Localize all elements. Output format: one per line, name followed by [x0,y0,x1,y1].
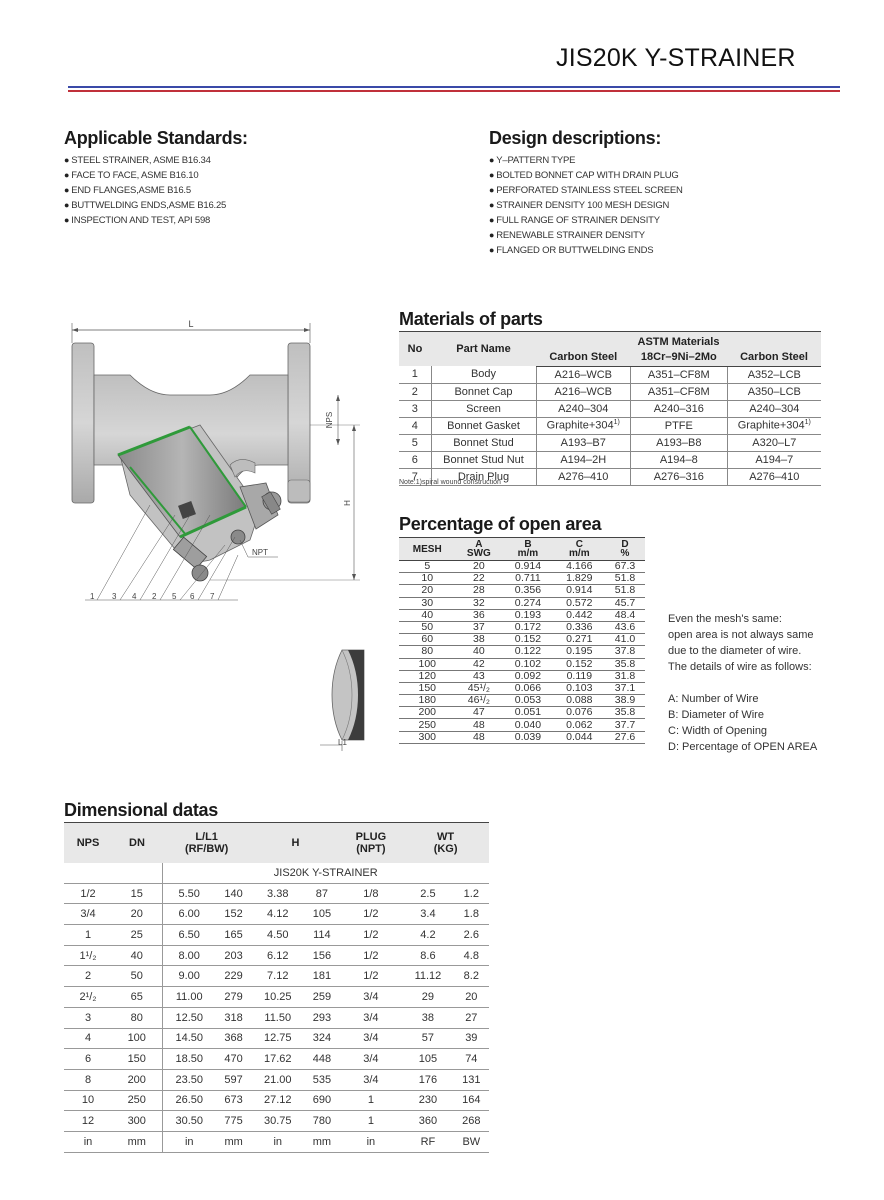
col-header-carbon-steel-2: Carbon Steel [727,349,821,366]
col-header-part: Part Name [431,332,536,367]
list-item: ● FACE TO FACE, ASME B16.10 [64,168,226,183]
open-area-table [399,537,645,744]
table-subheading: JIS20K Y-STRAINER [162,863,489,883]
dimensional-table [64,822,489,1153]
table-row: 100 42 0.102 0.152 35.8 [399,658,645,670]
list-item: ● RENEWABLE STRAINER DENSITY [489,228,683,243]
dim-label-h: H [343,500,352,506]
list-item: ● END FLANGES,ASME B16.5 [64,183,226,198]
list-item: ● FULL RANGE OF STRAINER DENSITY [489,213,683,228]
table-row: 5 20 0.914 4.166 67.3 [399,561,645,573]
list-item: ● BUTTWELDING ENDS,ASME B16.25 [64,198,226,213]
table-row: 4 Bonnet Gasket $Graphite+304^{1)}$ PTFE $Graphite+304^{1)}$ [399,417,821,434]
list-item: ● STEEL STRAINER, ASME B16.34 [64,153,226,168]
table-row: 1 25 6.50 165 4.50 114 1/2 4.2 2.6 [64,925,489,946]
table-row: 80 40 0.122 0.195 37.8 [399,646,645,658]
col-header-plug: PLUG (NPT) [340,823,403,864]
col-header: A SWG [456,538,503,561]
table-row: 10 22 0.711 1.829 51.8 [399,573,645,585]
callout-1: 1 [90,592,95,601]
table-row: 250 48 0.040 0.062 37.7 [399,719,645,731]
buttweld-end-drawing [318,645,378,755]
col-header-nps: NPS [64,823,112,864]
table-row: 200 47 0.051 0.076 35.8 [399,707,645,719]
dim-label-l: L [188,319,194,329]
table-row: 3 Screen A240–304 A240–316 A240–304 [399,400,821,417]
materials-heading: Materials of parts [399,309,543,329]
table-row: 6 150 18.50 470 17.62 448 3/4 105 74 [64,1049,489,1070]
list-item: ● FLANGED OR BUTTWELDING ENDS [489,243,683,258]
table-row: 40 36 0.193 0.442 48.4 [399,609,645,621]
callout-5: 5 [172,592,177,601]
table-row: 3/4 20 6.00 152 4.12 105 1/2 3.4 1.8 [64,904,489,925]
materials-note: Note:1)spiral wound construction [399,479,501,486]
table-row: in mm in mm in mm in RF BW [64,1131,489,1152]
col-header: MESH [399,538,456,561]
table-row: 300 48 0.039 0.044 27.6 [399,731,645,743]
open-area-heading: Percentage of open area [399,514,602,534]
table-row: 4 100 14.50 368 12.75 324 3/4 57 39 [64,1028,489,1049]
table-row: 2¹/₂ 65 11.00 279 10.25 259 3/4 29 20 [64,987,489,1008]
y-strainer-drawing [60,315,380,615]
table-row: 5 Bonnet Stud A193–B7 A193–B8 A320–L7 [399,434,821,451]
standards-list [64,153,226,228]
callout-3: 3 [112,592,117,601]
list-item: ● STRAINER DENSITY 100 MESH DESIGN [489,198,683,213]
table-row: 20 28 0.356 0.914 51.8 [399,585,645,597]
standards-heading: Applicable Standards: [64,128,248,148]
col-header-stainless: 18Cr–9Ni–2Mo [631,349,728,366]
col-header: B m/m [502,538,553,561]
col-header-carbon-steel: Carbon Steel [536,349,631,366]
table-row: 10 250 26.50 673 27.12 690 1 230 164 [64,1090,489,1111]
table-header-row [399,538,645,561]
dim-label-nps: NPS [325,411,334,429]
design-list [489,153,683,258]
header-rule-blue [68,86,840,88]
dimensional-heading: Dimensional datas [64,800,218,820]
table-row: 8 200 23.50 597 21.00 535 3/4 176 131 [64,1069,489,1090]
table-row: 150 45¹/₂ 0.066 0.103 37.1 [399,682,645,694]
col-header-astm: ASTM Materials [536,332,821,350]
table-row: 1¹/₂ 40 8.00 203 6.12 156 1/2 8.6 4.8 [64,945,489,966]
list-item: ● BOLTED BONNET CAP WITH DRAIN PLUG [489,168,683,183]
npt-label: NPT [252,548,268,557]
table-row: 30 32 0.274 0.572 45.7 [399,597,645,609]
open-area-explanation: Even the mesh's same: open area is not always same due to the diameter of wire. The details of wire as follows: A: Number of Wire B: Diameter of Wire C: Width of Opening D: Percentage of OPEN AREA [668,613,818,753]
col-header-dn: DN [112,823,162,864]
list-item: ● Y–PATTERN TYPE [489,153,683,168]
col-header-no: No [399,332,431,367]
table-row: 6 Bonnet Stud Nut A194–2H A194–8 A194–7 [399,451,821,468]
callout-4: 4 [132,592,137,601]
table-row: 120 43 0.092 0.119 31.8 [399,670,645,682]
page-title: JIS20K Y-STRAINER [556,44,796,72]
callout-2: 2 [152,592,157,601]
table-row: 7 Drain Plug A276–410 A276–316 A276–410 [399,468,821,485]
dim-label-l1: L1 [338,738,347,747]
table-row: 50 37 0.172 0.336 43.6 [399,621,645,633]
table-row: 2 50 9.00 229 7.12 181 1/2 11.12 8.2 [64,966,489,987]
table-row: 1 Body A216–WCB A351–CF8M A352–LCB [399,366,821,383]
col-header-h: H [251,823,339,864]
col-header: C m/m [554,538,605,561]
list-item: ● PERFORATED STAINLESS STEEL SCREEN [489,183,683,198]
table-row: 180 46¹/₂ 0.053 0.088 38.9 [399,695,645,707]
table-row: 60 38 0.152 0.271 41.0 [399,634,645,646]
callout-6: 6 [190,592,195,601]
col-header-wt: WT (KG) [402,823,489,864]
design-heading: Design descriptions: [489,128,662,148]
table-row: 2 Bonnet Cap A216–WCB A351–CF8M A350–LCB [399,383,821,400]
table-row: 1/2 15 5.50 140 3.38 87 1/8 2.5 1.2 [64,883,489,904]
table-row: 3 80 12.50 318 11.50 293 3/4 38 27 [64,1007,489,1028]
callout-7: 7 [210,592,215,601]
list-item: ● INSPECTION AND TEST, API 598 [64,213,226,228]
header-rule-red [68,90,840,92]
col-header: D % [605,538,645,561]
col-header-l: L/L1 (RF/BW) [162,823,251,864]
table-row: 12 300 30.50 775 30.75 780 1 360 268 [64,1111,489,1132]
materials-table [399,331,821,486]
